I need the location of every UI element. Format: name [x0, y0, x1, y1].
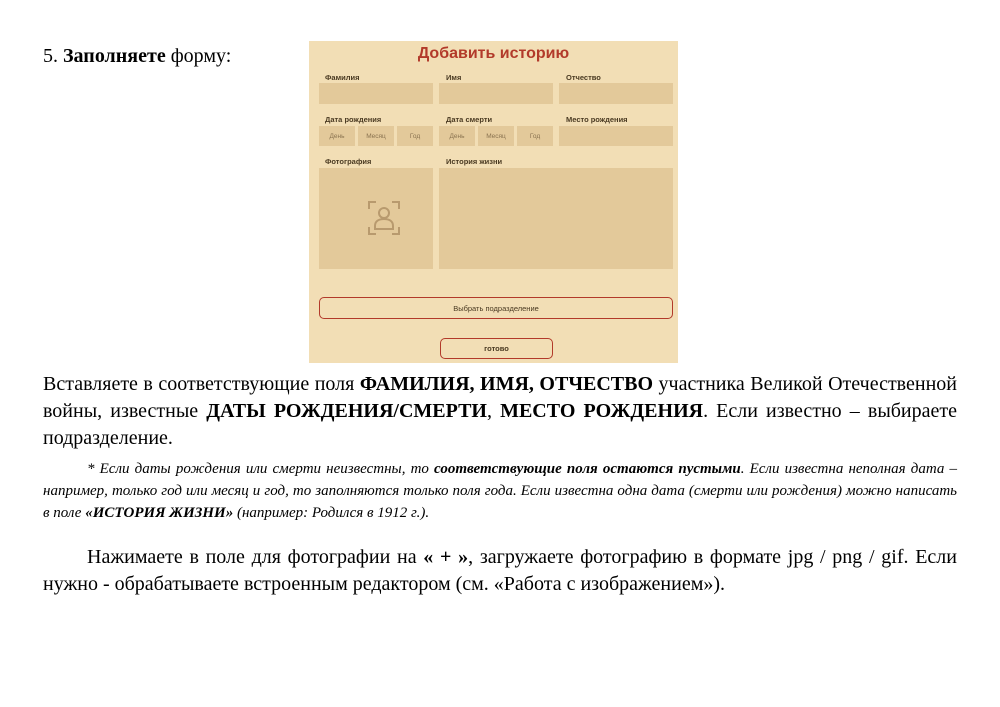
- surname-label: Фамилия: [325, 73, 360, 82]
- surname-field[interactable]: [319, 83, 433, 104]
- birth-date-label: Дата рождения: [325, 115, 382, 124]
- birth-year-field[interactable]: Год: [397, 126, 433, 146]
- step-number: 5.: [43, 45, 58, 67]
- birth-month-field[interactable]: Месяц: [358, 126, 394, 146]
- para1-text-2: участника Великой Отечественной войны, известные: [43, 373, 957, 422]
- photo-upload-area[interactable]: [319, 168, 433, 269]
- para1-text-4: . Если известно – выбираете подразделение.: [43, 400, 958, 449]
- done-button[interactable]: готово: [440, 338, 553, 359]
- note-text-2: . Если известна неполная дата – например, только год или месяц и год, то заполняются только поля года. Если известна одна дата (смерти или рождения) можно написать в поле: [43, 461, 957, 521]
- note-bold-2: «ИСТОРИЯ ЖИЗНИ»: [85, 505, 234, 521]
- photo-instructions-paragraph: [43, 544, 957, 598]
- footnote: [43, 458, 957, 524]
- note-text-1: * Если даты рождения или смерти неизвестны, то: [87, 461, 435, 477]
- para1-bold-2: ДАТЫ РОЖДЕНИЯ/СМЕРТИ: [206, 400, 487, 422]
- step-heading: [43, 45, 231, 68]
- step-rest: форму:: [165, 45, 232, 67]
- para1-text-1: Вставляете в соответствующие поля: [43, 373, 360, 395]
- para3-text-2: , загружаете фотографию в формате jpg / png / gif. Если нужно - обрабатываете встроенным редактором (см. «Работа с изображением»).: [43, 546, 957, 595]
- death-year-field[interactable]: Год: [517, 126, 553, 146]
- death-day-field[interactable]: День: [439, 126, 475, 146]
- photo-placeholder-icon: [367, 200, 401, 236]
- life-story-label: История жизни: [446, 157, 503, 166]
- step-bold: Заполняете: [63, 45, 166, 67]
- name-field[interactable]: [439, 83, 553, 104]
- para1-bold-3: МЕСТО РОЖДЕНИЯ: [500, 400, 704, 422]
- death-month-field[interactable]: Месяц: [478, 126, 514, 146]
- birth-place-label: Место рождения: [566, 115, 628, 124]
- select-division-button[interactable]: Выбрать подразделение: [319, 297, 673, 319]
- patronymic-label: Отчество: [566, 73, 601, 82]
- name-label: Имя: [446, 73, 462, 82]
- para3-bold-1: « + »: [423, 546, 469, 568]
- para1-bold-1: ФАМИЛИЯ, ИМЯ, ОТЧЕСТВО: [359, 373, 654, 395]
- para1-text-3: ,: [486, 400, 501, 422]
- note-text-3: (например: Родился в 1912 г.).: [233, 505, 430, 521]
- note-bold-1: соответствующие поля остаются пустыми: [434, 461, 741, 477]
- patronymic-field[interactable]: [559, 83, 673, 104]
- photo-label: Фотография: [325, 157, 372, 166]
- para3-text-1: Нажимаете в поле для фотографии на: [87, 546, 424, 568]
- birth-day-field[interactable]: День: [319, 126, 355, 146]
- instructions-paragraph: [43, 371, 957, 452]
- birth-place-field[interactable]: [559, 126, 673, 146]
- form-title: Добавить историю: [417, 45, 570, 62]
- life-story-field[interactable]: [439, 168, 673, 269]
- death-date-label: Дата смерти: [446, 115, 493, 124]
- add-story-form-screenshot: [309, 41, 678, 363]
